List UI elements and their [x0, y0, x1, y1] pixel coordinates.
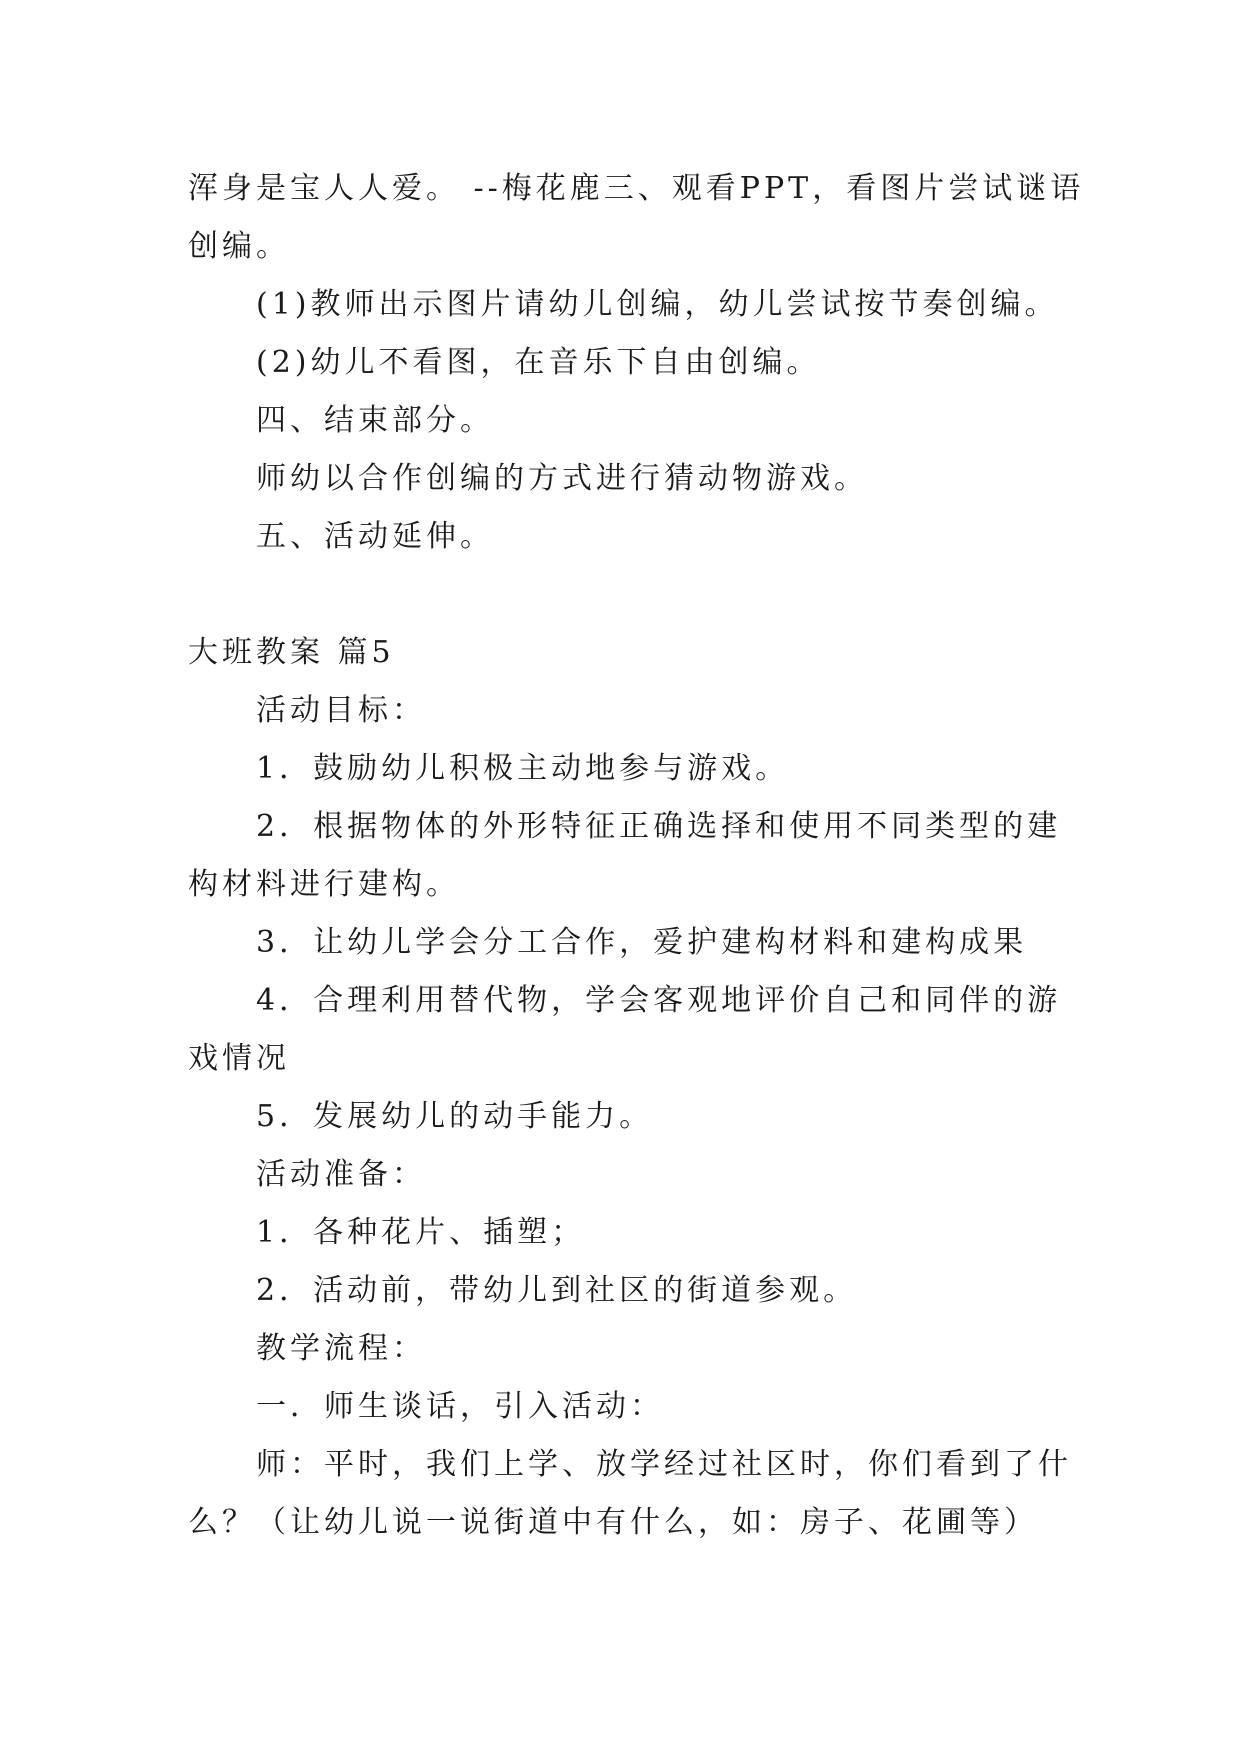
section-heading: 四、结束部分。: [256, 403, 494, 438]
list-item: 5．发展幼儿的动手能力。: [256, 1099, 654, 1134]
section-heading: 活动目标：: [256, 693, 426, 728]
spacer: [188, 566, 1058, 624]
list-item: 4．合理利用替代物，学会客观地评价自己和同伴的游: [256, 983, 1062, 1018]
section-heading: 教学流程：: [256, 1331, 426, 1366]
paragraph-line: (1)教师出示图片请幼儿创编，幼儿尝试按节奏创编。: [256, 287, 1059, 322]
list-item: 2．根据物体的外形特征正确选择和使用不同类型的建: [256, 809, 1062, 844]
list-item: 1．鼓励幼儿积极主动地参与游戏。: [256, 751, 790, 786]
list-item-continuation: 构材料进行建构。: [188, 867, 460, 902]
list-item: 1．各种花片、插塑；: [256, 1215, 586, 1250]
paragraph-line-continuation: 么？（让幼儿说一说街道中有什么，如：房子、花圃等）: [188, 1505, 1038, 1540]
list-item-continuation: 戏情况: [188, 1041, 290, 1076]
list-item: 2．活动前，带幼儿到社区的街道参观。: [256, 1273, 858, 1308]
document-body: [188, 160, 1085, 1552]
paragraph-line: 师：平时，我们上学、放学经过社区时，你们看到了什: [256, 1447, 1072, 1482]
lesson-title: 大班教案 篇5: [188, 635, 395, 670]
paragraph-line: (2)幼儿不看图，在音乐下自由创编。: [256, 345, 821, 380]
paragraph-line: 师幼以合作创编的方式进行猜动物游戏。: [256, 461, 868, 496]
section-heading: 一．师生谈话，引入活动：: [256, 1389, 664, 1424]
section-heading: 五、活动延伸。: [256, 519, 494, 554]
section-heading: 活动准备：: [256, 1157, 426, 1192]
paragraph-line: 创编。: [188, 229, 290, 264]
list-item: 3．让幼儿学会分工合作，爱护建构材料和建构成果: [256, 925, 1028, 960]
paragraph-line: 浑身是宝人人爱。 --梅花鹿三、观看PPT，看图片尝试谜语: [188, 171, 1085, 206]
